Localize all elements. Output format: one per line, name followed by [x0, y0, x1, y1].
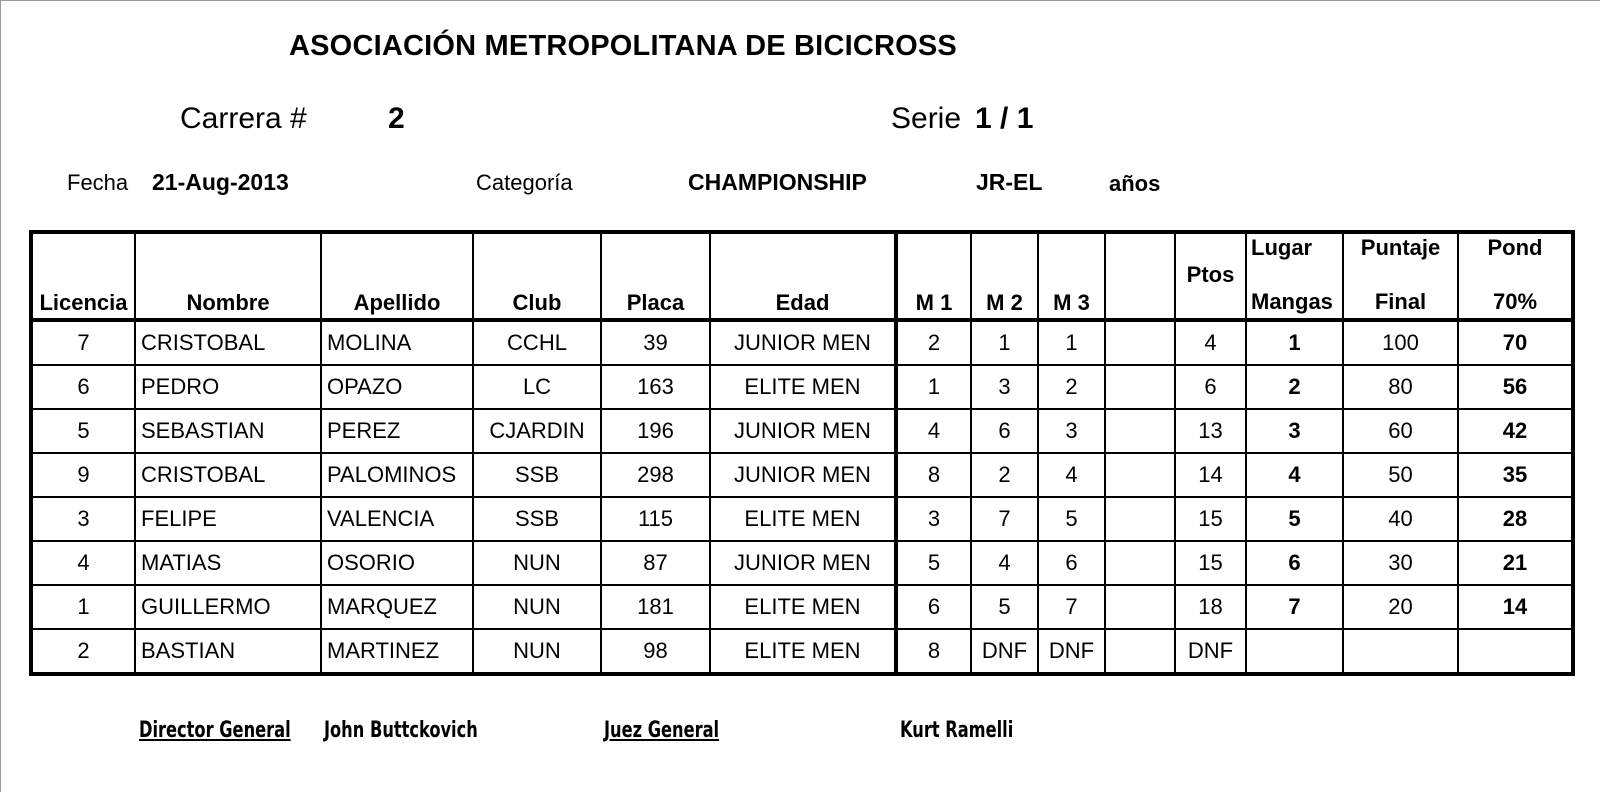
- cell-lugar: 1: [1246, 320, 1343, 365]
- cell-m3: 6: [1038, 541, 1105, 585]
- cell-lugar: 3: [1246, 409, 1343, 453]
- cell-placa: 163: [601, 365, 710, 409]
- col-lugar-mangas: [1246, 232, 1343, 320]
- cell-m3: 1: [1038, 320, 1105, 365]
- cell-licencia: 3: [31, 497, 135, 541]
- cell-lugar: 7: [1246, 585, 1343, 629]
- cell-puntaje: [1343, 629, 1458, 674]
- cell-nombre: FELIPE: [135, 497, 321, 541]
- cell-m3: 2: [1038, 365, 1105, 409]
- col-puntaje-bottom: Final: [1374, 289, 1427, 314]
- cell-ptos: 6: [1175, 365, 1246, 409]
- col-m2: M 2: [971, 232, 1038, 320]
- cell-lugar: 6: [1246, 541, 1343, 585]
- cell-apellido: PALOMINOS: [321, 453, 473, 497]
- col-lugar-bottom: Mangas: [1251, 289, 1333, 314]
- table-row: [31, 541, 1573, 585]
- cell-ptos: DNF: [1175, 629, 1246, 674]
- cell-m1: 1: [896, 365, 971, 409]
- cell-ptos: 4: [1175, 320, 1246, 365]
- col-pond: [1458, 232, 1573, 320]
- page-border-top: [0, 0, 1600, 1]
- col-puntaje-top: Puntaje: [1360, 235, 1441, 260]
- cell-m2: 4: [971, 541, 1038, 585]
- cell-m1: 4: [896, 409, 971, 453]
- table-row: [31, 320, 1573, 365]
- cell-m2: 1: [971, 320, 1038, 365]
- table-header-row: [31, 232, 1573, 320]
- carrera-value: 2: [388, 102, 405, 135]
- cell-licencia: 1: [31, 585, 135, 629]
- cell-licencia: 5: [31, 409, 135, 453]
- serie-label: Serie: [891, 102, 962, 135]
- cell-pond: 14: [1458, 585, 1573, 629]
- cell-club: LC: [473, 365, 601, 409]
- cell-nombre: PEDRO: [135, 365, 321, 409]
- cell-m3: DNF: [1038, 629, 1105, 674]
- cell-club: CCHL: [473, 320, 601, 365]
- fecha-value: 21-Aug-2013: [152, 169, 289, 195]
- cell-blank: [1105, 409, 1175, 453]
- cell-placa: 298: [601, 453, 710, 497]
- cell-ptos: 14: [1175, 453, 1246, 497]
- cell-placa: 98: [601, 629, 710, 674]
- cell-apellido: PEREZ: [321, 409, 473, 453]
- categoria-label: Categoría: [476, 170, 573, 195]
- cell-pond: 42: [1458, 409, 1573, 453]
- col-m3: M 3: [1038, 232, 1105, 320]
- cell-nombre: CRISTOBAL: [135, 453, 321, 497]
- serie-value: 1 / 1: [975, 102, 1034, 135]
- cell-placa: 181: [601, 585, 710, 629]
- cell-lugar: 2: [1246, 365, 1343, 409]
- director-general-name: John Buttckovich: [324, 718, 478, 743]
- cell-licencia: 4: [31, 541, 135, 585]
- results-table: [29, 230, 1575, 676]
- cell-apellido: MOLINA: [321, 320, 473, 365]
- cell-m2: 6: [971, 409, 1038, 453]
- cell-nombre: MATIAS: [135, 541, 321, 585]
- cell-licencia: 2: [31, 629, 135, 674]
- col-ptos: Ptos: [1175, 232, 1246, 320]
- director-general-label: Director General: [139, 718, 291, 743]
- cell-placa: 115: [601, 497, 710, 541]
- col-club: Club: [473, 232, 601, 320]
- table-row: [31, 453, 1573, 497]
- cell-pond: 35: [1458, 453, 1573, 497]
- cell-edad: ELITE MEN: [710, 629, 896, 674]
- cell-m1: 6: [896, 585, 971, 629]
- categoria-code: JR-EL: [976, 169, 1043, 195]
- cell-pond: 28: [1458, 497, 1573, 541]
- cell-club: SSB: [473, 453, 601, 497]
- page-border-left: [0, 0, 1, 792]
- cell-puntaje: 50: [1343, 453, 1458, 497]
- cell-m3: 5: [1038, 497, 1105, 541]
- cell-puntaje: 40: [1343, 497, 1458, 541]
- cell-blank: [1105, 453, 1175, 497]
- cell-apellido: MARTINEZ: [321, 629, 473, 674]
- col-licencia: Licencia: [31, 232, 135, 320]
- cell-pond: 70: [1458, 320, 1573, 365]
- cell-m1: 8: [896, 629, 971, 674]
- cell-lugar: 4: [1246, 453, 1343, 497]
- col-nombre: Nombre: [135, 232, 321, 320]
- cell-apellido: OSORIO: [321, 541, 473, 585]
- cell-lugar: 5: [1246, 497, 1343, 541]
- document-title: ASOCIACIÓN METROPOLITANA DE BICICROSS: [289, 30, 957, 62]
- col-edad: Edad: [710, 232, 896, 320]
- cell-pond: 56: [1458, 365, 1573, 409]
- cell-m3: 3: [1038, 409, 1105, 453]
- table-row: [31, 365, 1573, 409]
- cell-puntaje: 100: [1343, 320, 1458, 365]
- cell-placa: 39: [601, 320, 710, 365]
- cell-m2: DNF: [971, 629, 1038, 674]
- cell-puntaje: 80: [1343, 365, 1458, 409]
- cell-m3: 4: [1038, 453, 1105, 497]
- cell-puntaje: 60: [1343, 409, 1458, 453]
- fecha-label: Fecha: [67, 170, 129, 195]
- cell-m2: 7: [971, 497, 1038, 541]
- cell-licencia: 6: [31, 365, 135, 409]
- cell-nombre: GUILLERMO: [135, 585, 321, 629]
- table-row: [31, 497, 1573, 541]
- cell-edad: JUNIOR MEN: [710, 541, 896, 585]
- carrera-label: Carrera #: [180, 102, 307, 135]
- col-lugar-top: Lugar: [1251, 235, 1313, 260]
- cell-edad: JUNIOR MEN: [710, 453, 896, 497]
- cell-club: CJARDIN: [473, 409, 601, 453]
- juez-general-name: Kurt Ramelli: [900, 718, 1014, 743]
- cell-edad: JUNIOR MEN: [710, 409, 896, 453]
- cell-club: SSB: [473, 497, 601, 541]
- cell-placa: 87: [601, 541, 710, 585]
- col-placa: Placa: [601, 232, 710, 320]
- cell-blank: [1105, 365, 1175, 409]
- col-m1: M 1: [896, 232, 971, 320]
- cell-licencia: 7: [31, 320, 135, 365]
- cell-ptos: 15: [1175, 541, 1246, 585]
- cell-club: NUN: [473, 541, 601, 585]
- cell-m2: 2: [971, 453, 1038, 497]
- cell-club: NUN: [473, 629, 601, 674]
- table-row: [31, 629, 1573, 674]
- cell-nombre: SEBASTIAN: [135, 409, 321, 453]
- juez-general-label: Juez General: [604, 718, 720, 743]
- cell-ptos: 15: [1175, 497, 1246, 541]
- cell-edad: ELITE MEN: [710, 365, 896, 409]
- cell-blank: [1105, 320, 1175, 365]
- col-pond-bottom: 70%: [1492, 289, 1538, 314]
- anos-label: años: [1109, 171, 1161, 196]
- cell-ptos: 18: [1175, 585, 1246, 629]
- cell-nombre: CRISTOBAL: [135, 320, 321, 365]
- cell-m1: 5: [896, 541, 971, 585]
- categoria-value: CHAMPIONSHIP: [688, 169, 867, 195]
- cell-blank: [1105, 585, 1175, 629]
- cell-apellido: MARQUEZ: [321, 585, 473, 629]
- cell-blank: [1105, 541, 1175, 585]
- cell-m1: 8: [896, 453, 971, 497]
- cell-blank: [1105, 629, 1175, 674]
- cell-m1: 3: [896, 497, 971, 541]
- cell-ptos: 13: [1175, 409, 1246, 453]
- cell-m3: 7: [1038, 585, 1105, 629]
- cell-pond: [1458, 629, 1573, 674]
- cell-club: NUN: [473, 585, 601, 629]
- cell-edad: ELITE MEN: [710, 585, 896, 629]
- cell-blank: [1105, 497, 1175, 541]
- col-pond-top: Pond: [1487, 235, 1543, 260]
- col-puntaje-final: [1343, 232, 1458, 320]
- cell-apellido: VALENCIA: [321, 497, 473, 541]
- cell-apellido: OPAZO: [321, 365, 473, 409]
- cell-m2: 5: [971, 585, 1038, 629]
- table-row: [31, 585, 1573, 629]
- col-apellido: Apellido: [321, 232, 473, 320]
- cell-lugar: [1246, 629, 1343, 674]
- table-row: [31, 409, 1573, 453]
- cell-pond: 21: [1458, 541, 1573, 585]
- cell-edad: JUNIOR MEN: [710, 320, 896, 365]
- cell-puntaje: 20: [1343, 585, 1458, 629]
- cell-m1: 2: [896, 320, 971, 365]
- cell-nombre: BASTIAN: [135, 629, 321, 674]
- cell-licencia: 9: [31, 453, 135, 497]
- cell-edad: ELITE MEN: [710, 497, 896, 541]
- cell-m2: 3: [971, 365, 1038, 409]
- cell-puntaje: 30: [1343, 541, 1458, 585]
- cell-placa: 196: [601, 409, 710, 453]
- col-blank: [1105, 232, 1175, 320]
